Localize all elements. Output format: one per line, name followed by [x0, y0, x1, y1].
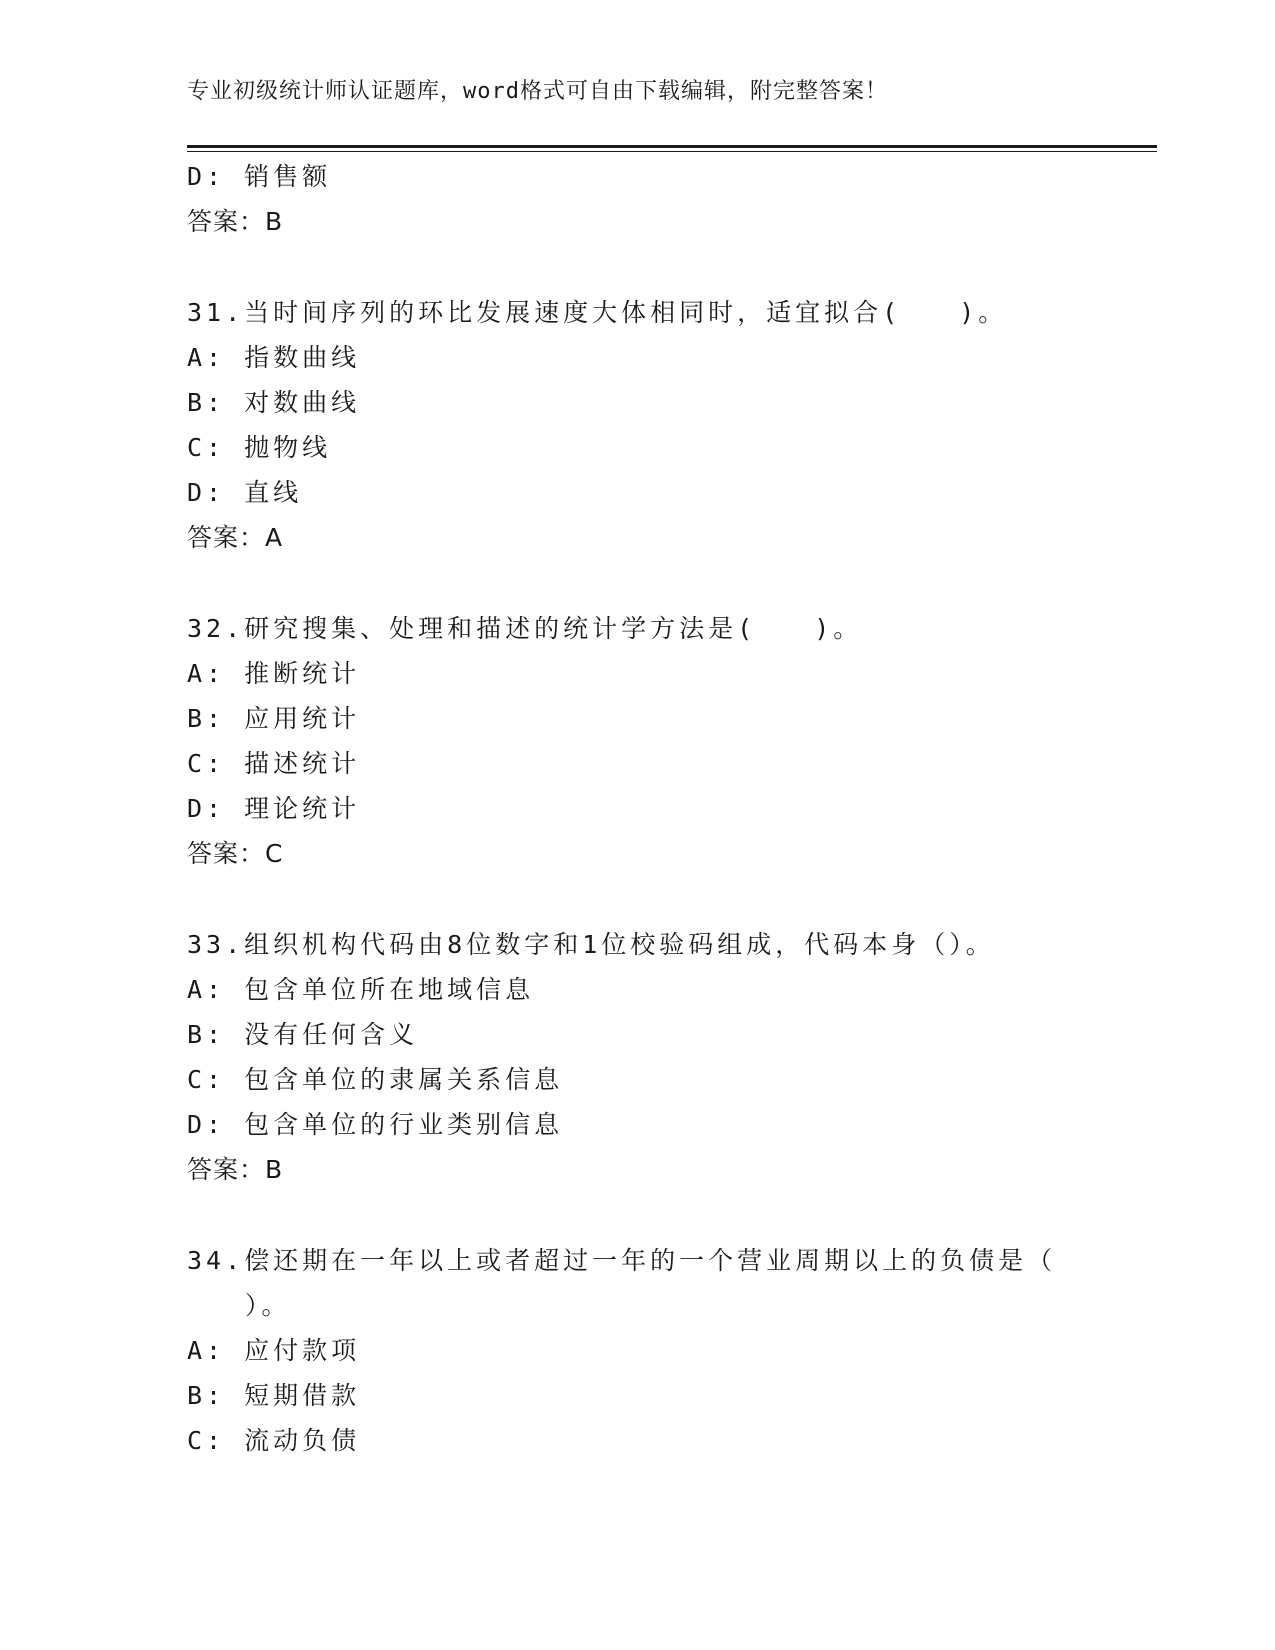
- q34-option-b: B: 短期借款: [187, 1381, 361, 1410]
- q33-option-d: D: 包含单位的行业类别信息: [187, 1110, 564, 1139]
- page-header: 专业初级统计师认证题库，word格式可自由下载编辑，附完整答案！: [187, 79, 888, 104]
- q32-option-b: B: 应用统计: [187, 704, 361, 733]
- prev-answer: 答案：B: [187, 207, 284, 236]
- q33-answer: 答案：B: [187, 1155, 284, 1184]
- q31-stem: 31.当时间序列的环比发展速度大体相同时，适宜拟合( )。: [187, 298, 1008, 327]
- q31-option-c: C: 抛物线: [187, 433, 332, 462]
- q34-stem-line2: ）。: [187, 1291, 291, 1320]
- q32-option-d: D: 理论统计: [187, 794, 361, 823]
- q32-option-a: A: 推断统计: [187, 659, 361, 688]
- q32-stem: 32.研究搜集、处理和描述的统计学方法是( )。: [187, 614, 863, 643]
- q32-option-c: C: 描述统计: [187, 749, 361, 778]
- q34-option-c: C: 流动负债: [187, 1426, 361, 1455]
- q33-stem: 33.组织机构代码由8位数字和1位校验码组成，代码本身（）。: [187, 930, 995, 959]
- header-rule-thin: [187, 151, 1157, 152]
- q31-option-d: D: 直线: [187, 478, 303, 507]
- prev-option-d: D: 销售额: [187, 162, 332, 191]
- q31-answer: 答案：A: [187, 523, 284, 552]
- q31-option-b: B: 对数曲线: [187, 388, 361, 417]
- q33-option-b: B: 没有任何含义: [187, 1020, 419, 1049]
- q34-option-a: A: 应付款项: [187, 1336, 361, 1365]
- header-rule-thick: [187, 145, 1157, 148]
- q32-answer: 答案：C: [187, 839, 284, 868]
- q31-option-a: A: 指数曲线: [187, 343, 361, 372]
- q33-option-a: A: 包含单位所在地域信息: [187, 975, 535, 1004]
- q33-option-c: C: 包含单位的隶属关系信息: [187, 1065, 564, 1094]
- q34-stem-line1: 34.偿还期在一年以上或者超过一年的一个营业周期以上的负债是（: [187, 1246, 1057, 1275]
